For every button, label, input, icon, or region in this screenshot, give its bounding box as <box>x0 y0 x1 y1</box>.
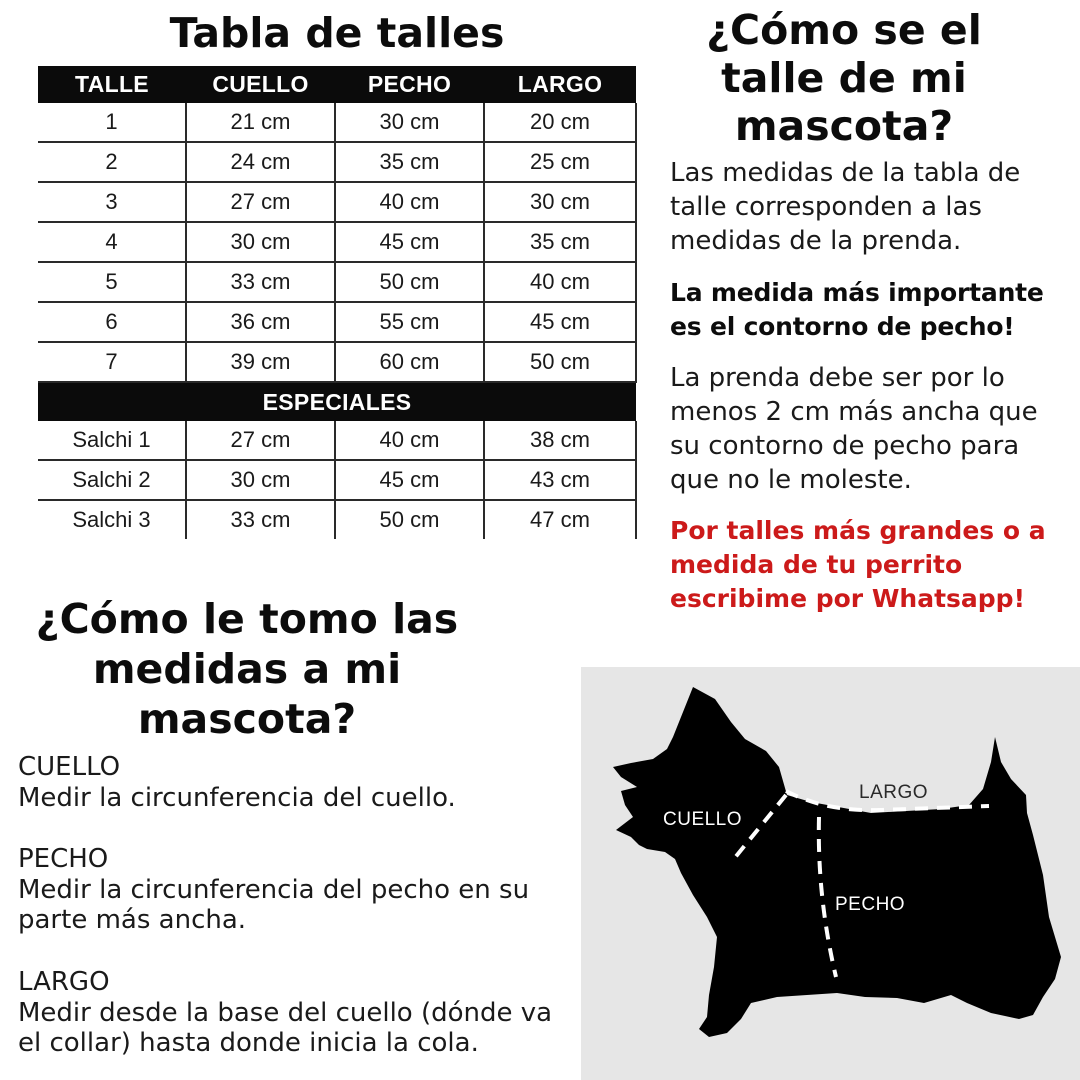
table-row <box>38 500 636 539</box>
cell-pecho: 40 cm <box>335 182 484 222</box>
cell-largo: 40 cm <box>484 262 636 302</box>
cell-talle: 6 <box>38 302 186 342</box>
table-row <box>38 302 636 342</box>
header-talle: TALLE <box>38 66 186 103</box>
dog-label-cuello: CUELLO <box>663 809 743 830</box>
cell-largo: 43 cm <box>484 460 636 500</box>
table-row <box>38 460 636 500</box>
cell-cuello: 21 cm <box>186 103 335 142</box>
size-table <box>38 66 637 539</box>
cell-pecho: 45 cm <box>335 222 484 262</box>
dog-measurement-diagram <box>581 667 1080 1080</box>
cell-largo: 25 cm <box>484 142 636 182</box>
cell-talle: Salchi 3 <box>72 507 151 532</box>
size-guide-paragraph: La prenda debe ser por lo menos 2 cm más ancha que su contorno de pecho para que no le moleste. <box>670 363 1038 495</box>
dog-silhouette <box>613 687 1061 1037</box>
dog-silhouette-icon <box>581 667 1080 1080</box>
measure-largo-block <box>18 967 578 1059</box>
cell-talle: Salchi 1 <box>38 421 186 460</box>
cell-cuello: 27 cm <box>186 182 335 222</box>
cell-pecho: 60 cm <box>335 342 484 382</box>
cell-talle: 3 <box>38 182 186 222</box>
cell-pecho: 35 cm <box>335 142 484 182</box>
measure-cuello-block <box>18 752 578 813</box>
special-section-row <box>38 382 636 421</box>
table-row <box>38 142 636 182</box>
measure-pecho-text: Medir la circunferencia del pecho en su parte más ancha. <box>18 874 538 935</box>
cell-cuello: 30 cm <box>186 222 335 262</box>
table-row <box>38 342 636 382</box>
size-table-title: Tabla de talles <box>169 9 505 57</box>
measure-cuello-text: Medir la circunferencia del cuello. <box>18 782 456 813</box>
measure-largo-label: LARGO <box>18 967 110 997</box>
measure-pecho-block <box>18 844 578 936</box>
cell-pecho: 45 cm <box>335 460 484 500</box>
cell-talle: 1 <box>38 103 186 142</box>
cell-largo: 47 cm <box>484 500 636 539</box>
special-section-label: ESPECIALES <box>38 382 636 421</box>
table-row <box>38 182 636 222</box>
cell-cuello: 27 cm <box>186 421 335 460</box>
measure-cuello-label: CUELLO <box>18 752 121 782</box>
dog-label-pecho: PECHO <box>835 894 906 915</box>
cell-pecho: 40 cm <box>335 421 484 460</box>
table-row <box>38 103 636 142</box>
cell-largo: 50 cm <box>484 342 636 382</box>
cell-pecho: 30 cm <box>335 103 484 142</box>
cell-talle: 4 <box>38 222 186 262</box>
measure-pecho-label: PECHO <box>18 844 109 874</box>
size-guide-title: ¿Cómo se el talle de mi mascota? <box>706 6 982 150</box>
size-table-header-row <box>38 66 636 103</box>
cell-cuello: 33 cm <box>186 262 335 302</box>
size-guide-important-note: La medida más importante es el contorno de pecho! <box>670 278 1044 341</box>
cell-pecho: 50 cm <box>335 262 484 302</box>
whatsapp-contact-note: Por talles más grandes o a medida de tu perrito escribime por Whatsapp! <box>670 516 1046 613</box>
cell-pecho: 50 cm <box>335 500 484 539</box>
header-largo: LARGO <box>484 66 636 103</box>
measure-largo-text: Medir desde la base del cuello (dónde va el collar) hasta donde inicia la cola. <box>18 997 561 1058</box>
cell-largo: 38 cm <box>484 421 636 460</box>
table-row <box>38 421 636 460</box>
cell-largo: 30 cm <box>484 182 636 222</box>
cell-talle: 5 <box>38 262 186 302</box>
cell-talle: Salchi 2 <box>38 460 186 500</box>
cell-cuello: 24 cm <box>186 142 335 182</box>
cell-cuello: 39 cm <box>186 342 335 382</box>
cell-cuello: 30 cm <box>186 460 335 500</box>
size-guide-paragraph: Las medidas de la tabla de talle corresponden a las medidas de la prenda. <box>670 158 1021 256</box>
cell-cuello: 33 cm <box>186 500 335 539</box>
measure-instructions-title: ¿Cómo le tomo las medidas a mi mascota? <box>35 595 459 743</box>
cell-talle: 7 <box>38 342 186 382</box>
header-pecho: PECHO <box>335 66 484 103</box>
cell-cuello: 36 cm <box>186 302 335 342</box>
header-cuello: CUELLO <box>186 66 335 103</box>
table-row <box>38 222 636 262</box>
cell-talle: 2 <box>38 142 186 182</box>
cell-largo: 20 cm <box>484 103 636 142</box>
cell-largo: 45 cm <box>484 302 636 342</box>
cell-pecho: 55 cm <box>335 302 484 342</box>
table-row <box>38 262 636 302</box>
cell-largo: 35 cm <box>484 222 636 262</box>
dog-label-largo: LARGO <box>859 782 929 803</box>
